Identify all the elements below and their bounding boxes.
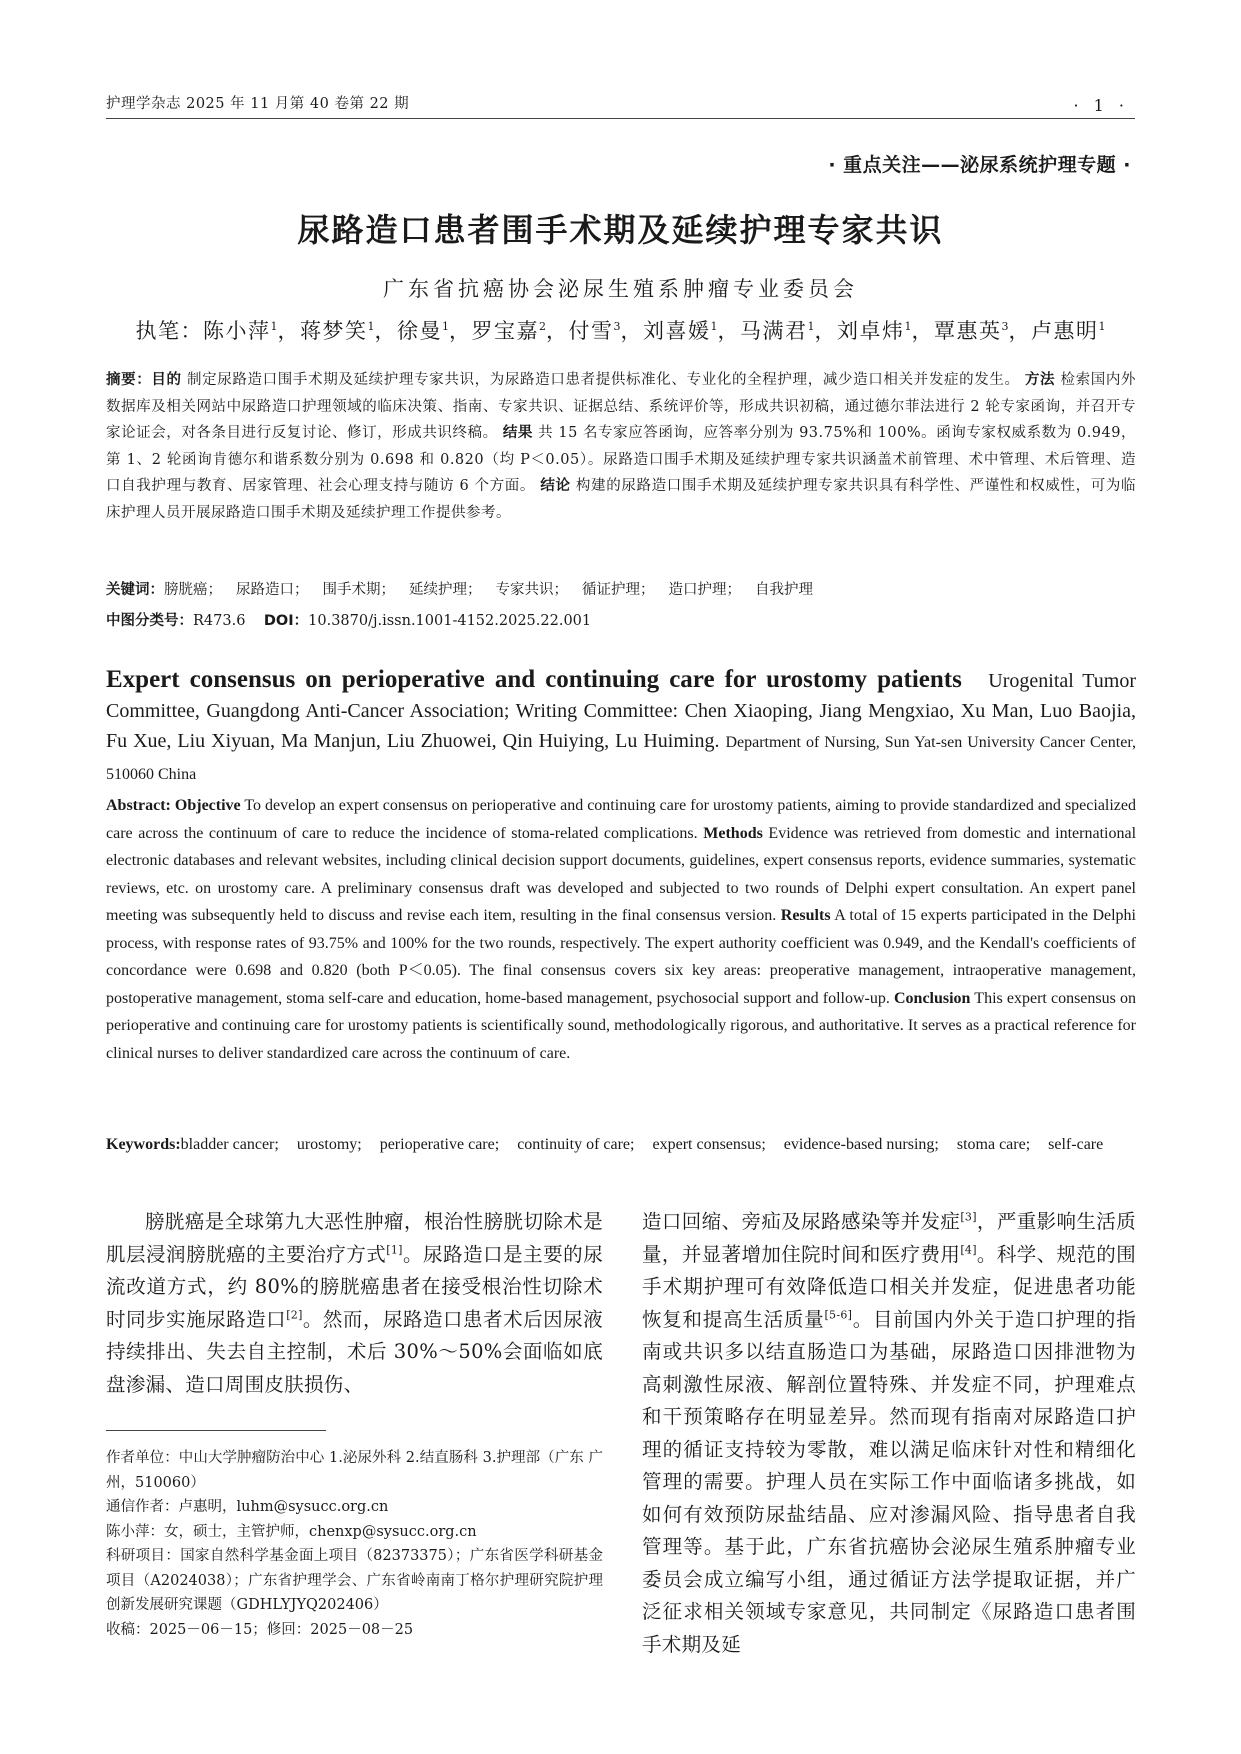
keywords-label: 关键词： (106, 582, 164, 598)
author-name: 卢惠明 (1031, 319, 1099, 343)
clc-code: R473.6 (193, 613, 246, 629)
footnotes (106, 1446, 603, 1642)
abstract-en (106, 792, 1136, 1067)
body-column-left (106, 1206, 603, 1401)
keyword: 尿路造口； (236, 582, 309, 598)
english-title-block (106, 665, 1136, 790)
affiliation-number: 1 (270, 320, 278, 333)
classification-line (106, 609, 591, 630)
column-tag: · 重点关注——泌尿系统护理专题 · (828, 154, 1131, 176)
affiliation-note: 作者单位：中山大学肿瘤防治中心 1.泌尿外科 2.结直肠科 3.护理部（广东 广州，510060） (106, 1450, 603, 1491)
organization-cn: 广东省抗癌协会泌尿生殖系肿瘤专业委员会 (383, 277, 858, 301)
keyword: 延续护理； (409, 582, 482, 598)
title-cn: 尿路造口患者围手术期及延续护理专家共识 (297, 211, 944, 249)
citation: [4] (960, 1243, 977, 1256)
doi-value: 10.3870/j.issn.1001-4152.2025.22.001 (308, 613, 592, 629)
keyword: 膀胱癌； (164, 582, 222, 598)
keyword: 造口护理； (668, 582, 741, 598)
objective-text: 制定尿路造口围手术期及延续护理专家共识，为尿路造口患者提供标准化、专业化的全程护理，减少造口相关并发症的发生。 (186, 372, 1020, 388)
affiliation-number: 1 (904, 320, 912, 333)
abstract-en-label: Abstract: (106, 797, 171, 814)
affiliation-number: 1 (367, 320, 375, 333)
body-text: ，严重影响生活质量，并显著增加住院时间和医疗费用 (642, 1210, 1136, 1266)
methods-label: 方法 (1024, 372, 1056, 388)
author-name: 付雪 (568, 319, 614, 343)
citation: [2] (286, 1308, 303, 1321)
intro-paragraph (106, 1206, 603, 1401)
body-column-right (642, 1206, 1136, 1661)
author-name: 刘喜媛 (643, 319, 711, 343)
conclusion-en-text: This expert consensus on perioperative and continuing care for urostomy patients is scientifically sound, methodologically rigorous, and authoritative. It serves as a practical reference for clinical nurses to deliver standardized care across the continuum of care. (106, 989, 1136, 1062)
doi-label: DOI： (263, 613, 309, 629)
journal-header: 护理学杂志 2025 年 11 月第 40 卷第 22 期 (106, 96, 410, 112)
authors-prefix: 执笔： (135, 319, 203, 343)
page-number: · 1 · (1073, 96, 1129, 115)
methods-en-text: Evidence was retrieved from domestic and international electronic databases and relevant websites, including clinical decision support documents, guidelines, expert consensus reports, evidence summaries, systematic reviews, etc. on urostomy care. A preliminary consensus draft was developed and subjected to two rounds of Delphi expert consultation. An expert panel meeting was subsequently held to discuss and revise each item, resulting in the final consensus version. (106, 824, 1137, 924)
conclusion-label: 结论 (540, 478, 571, 494)
abstract-label: 摘要： (106, 372, 152, 388)
first-author-note: 陈小萍：女，硕士，主管护师，chenxp@sysucc.org.cn (106, 1523, 477, 1540)
affiliation-number: 1 (807, 320, 815, 333)
keyword: stoma care; (956, 1136, 1031, 1153)
body-text: 造口回缩、旁疝及尿路感染等并发症 (642, 1210, 961, 1233)
affiliation-number: 1 (710, 320, 718, 333)
objective-label: 目的 (151, 372, 182, 388)
keyword: 专家共识； (495, 582, 568, 598)
citation: [1] (386, 1243, 403, 1256)
english-title: Expert consensus on perioperative and continuing care for urostomy patients (106, 666, 962, 693)
keyword: bladder cancer; (180, 1136, 279, 1153)
body-text: 。尿路造口是主要的尿流改道方式，约 80%的膀胱癌患者在接受根治性切除术时同步实施尿路造口 (106, 1242, 603, 1331)
keyword: 围手术期； (322, 582, 395, 598)
conclusion-en-label: Conclusion (893, 989, 971, 1007)
keyword: continuity of care; (517, 1136, 635, 1153)
affiliation-number: 1 (1098, 320, 1106, 333)
citation: [5-6] (824, 1308, 853, 1321)
keywords-en (106, 1131, 1136, 1159)
intro-paragraph-continued (642, 1206, 1136, 1661)
body-text: 。目前国内外关于造口护理的指南或共识多以结直肠造口为基础，尿路造口因排泄物为高刺激性尿液、解剖位置特殊、并发症不同，护理难点和干预策略存在明显差异。然而现有指南对尿路造口护理的循证支持较为零散，难以满足临床针对性和精细化管理的需要。护理人员在实际工作中面临诸多挑战，如如何有效预防尿盐结晶、应对渗漏风险、指导患者自我管理等。基于此，广东省抗癌协会泌尿生殖系肿瘤专业委员会成立编写小组，通过循证方法学提取证据，并广泛征求相关领域专家意见，共同制定《尿路造口患者围手术期及延 (642, 1307, 1137, 1656)
results-label: 结果 (502, 425, 533, 441)
english-authors: Urogenital Tumor Committee, Guangdong Anti-Cancer Association; Writing Committee: Chen Xiaoping, Jiang Mengxiao, Xu Man, Luo Baojia, Fu Xue, Liu Xiyuan, Ma Manjun, Liu Zhuowei, Qin Huiying, Lu Huiming. (106, 670, 1137, 752)
results-text: 共 15 名专家应答函询，应答率分别为 93.75%和 100%。函询专家权威系数为 0.949，第 1、2 轮函询肯德尔和谐系数分别为 0.698 和 0.820（均 P＜0.05）。尿路造口围手术期及延续护理专家共识涵盖术前管理、术中管理、术后管理、造口自我护理与教育、居家管理、社会心理支持与随访 6 个方面。 (106, 425, 1137, 494)
keyword: expert consensus; (652, 1136, 766, 1153)
body-text: 膀胱癌是全球第九大恶性肿瘤，根治性膀胱切除术是肌层浸润膀胱癌的主要治疗方式 (106, 1210, 603, 1266)
affiliation-number: 1 (442, 320, 449, 333)
keyword-list (164, 582, 827, 598)
keyword: self-care (1048, 1136, 1104, 1153)
keyword: perioperative care; (379, 1136, 500, 1153)
methods-text: 检索国内外数据库及相关网站中尿路造口护理领域的临床决策、指南、专家共识、证据总结、系统评价等，形成共识初稿，通过德尔菲法进行 2 轮专家函询，并召开专家论证会，对各条目进行反复讨论、修订，形成共识终稿。 (106, 372, 1137, 441)
author-name: 覃惠英 (934, 319, 1002, 343)
keyword: evidence-based nursing; (783, 1136, 939, 1153)
dates-note: 收稿：2025－06－15；修回：2025－08－25 (106, 1621, 414, 1638)
objective-en-label: Objective (174, 797, 241, 814)
affiliation-number: 2 (539, 320, 546, 333)
objective-en-text: To develop an expert consensus on perioperative and continuing care for urostomy patients, aiming to provide standardized and specialized care across the continuum of care to reduce the incidence of stoma-related complications. (106, 797, 1137, 842)
author-name: 陈小萍 (203, 319, 271, 343)
author-name: 罗宝嘉 (471, 319, 539, 343)
keyword-en-list (181, 1136, 1122, 1153)
citation: [3] (960, 1210, 977, 1224)
conclusion-text: 构建的尿路造口围手术期及延续护理专家共识具有科学性、严谨性和权威性，可为临床护理人员开展尿路造口围手术期及延续护理工作提供参考。 (106, 478, 1137, 521)
english-department: Department of Nursing, Sun Yat-sen University Cancer Center, 510060 China (106, 734, 1137, 783)
clc-label: 中图分类号： (106, 613, 193, 629)
footnote-rule (106, 1430, 326, 1431)
results-en-label: Results (780, 907, 831, 924)
keyword: urostomy; (296, 1136, 362, 1153)
abstract-cn (106, 367, 1136, 526)
affiliation-number: 3 (613, 320, 621, 333)
author-name: 徐曼 (397, 319, 442, 343)
body-text: 。然而，尿路造口患者术后因尿液持续排出、失去自主控制，术后 30%～50%会面临如底盘渗漏、造口周围皮肤损伤、 (106, 1307, 603, 1396)
keywords-cn (106, 578, 1136, 599)
author-name: 刘卓炜 (837, 319, 905, 343)
body-text: 。科学、规范的围手术期护理可有效降低造口相关并发症，促进患者功能恢复和提高生活质量 (642, 1242, 1136, 1331)
authors-cn (0, 315, 1241, 345)
author-name: 马满君 (740, 319, 808, 343)
methods-en-label: Methods (703, 824, 763, 842)
affiliation-number: 3 (1001, 320, 1009, 333)
keyword: 自我护理 (755, 582, 813, 598)
keywords-en-label: Keywords: (106, 1136, 181, 1153)
results-en-text: A total of 15 experts participated in the Delphi process, with response rates of 93.75% and 100% for the two rounds, respectively. The expert authority coefficient was 0.949, and the Kendall's coefficients of concordance were 0.698 and 0.820 (both P＜0.05). The final consensus covers six key areas: preoperative management, intraoperative management, postoperative management, stoma self-care and education, home-based management, psychosocial support and follow-up. (106, 907, 1136, 1007)
funding-note: 科研项目：国家自然科学基金面上项目（82373375）；广东省医学科研基金项目（A2024038）；广东省护理学会、广东省岭南南丁格尔护理研究院护理创新发展研究课题（GDHLYJYQ202406） (106, 1548, 603, 1613)
header-rule (106, 118, 1135, 119)
corresponding-author-note: 通信作者：卢惠明，luhm@sysucc.org.cn (106, 1499, 389, 1515)
author-list: 陈小萍$^1$，蒋梦笑$^1$，徐曼$^1$，罗宝嘉$^2$，付雪$^3$，刘喜媛$^1$，马满君$^1$，刘卓炜$^1$，覃惠英$^3$，卢惠明$^1$ (203, 319, 1106, 343)
keyword: 循证护理； (582, 582, 655, 598)
author-name: 蒋梦笑 (300, 319, 368, 343)
